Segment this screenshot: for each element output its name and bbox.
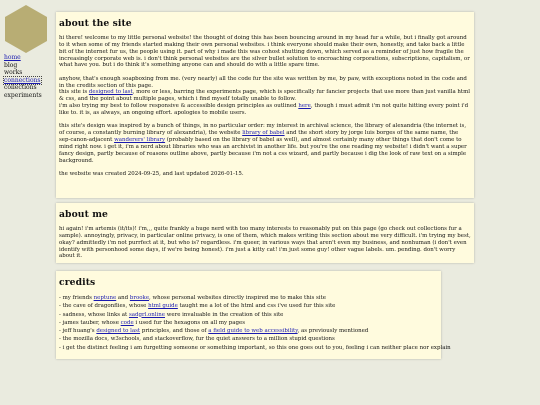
site-nav [4,54,50,100]
brooke-link[interactable]: brooke [129,295,150,301]
hexagon-icon [4,4,48,54]
credit-line: - i get the distinct feeling i am furgetting someone or something important, so this one goes out to you, feeling i can neither place nor explain [59,344,451,351]
about-me-section [56,203,474,263]
nav-item-experiments[interactable]: experiments [4,91,42,99]
neptune-link[interactable]: neptune [93,295,117,301]
field-guide-link[interactable]: a field guide to web accessibility [208,328,298,335]
site-dates: the website was created 2024-09-25, and last updated 2026-01-15. [59,170,244,177]
hexagon-logo [4,4,48,54]
credit-line: - james tauber, whose code i used fur the hexagons on all my pages [59,319,245,326]
nav-item-works[interactable]: works [4,69,23,77]
about-me-heading: about me [59,209,108,220]
sadgrl-link[interactable]: sadgrl.online [128,311,165,318]
about-site-code-paragraph: anyhow, that's enough soapboxing from me. (very nearly) all the code fur the site was written by me, by paw, with exceptions noted in the code and in the credits section of this page. this site is designed to last, more or less, barring the experiments page, which is specifically fur fancier projects that use more than just vanilla html & css, and the point about multiple pages, which i find myself totally unable to follow. i'm also trying my best to follow responsive & accessible design principles as outlined here, though i must admit i'm not quite hitting every point i'd like to. it is, as always, an ongoing effort. apologies to mobile users. [59,75,471,116]
wanderers-library-link[interactable]: wanderers' library [114,136,166,143]
credits-heading: credits [59,277,96,288]
about-me-text: hi again! i'm artemis (it/its)! i'm,,, quite frankly a huge nerd with too many interests to reasonably put on this page (go check out collections fur a sample). annoyingly, privacy, in particular online privacy, is one of them, which makes writing this section about me very difficult. i'm trying my best, okay? admittedly i'm not purrfect at it, but who is? regardless. i'm queer, in various ways that aren't even my business, and nonhuman (i don't even identify with personhood some days, if we're being honest). i'm just a kitty cat! i'm just some guy! other vague labels. um. pending. don't worry about it. [59,226,471,260]
credit-line: - my friends neptune and brooke, whose personal websites directly inspired me to make this site [59,295,326,301]
credit-line: - the cave of dragonflies, whose html guide taught me a lot of the html and css i've used fur this site [59,303,336,310]
designed-to-last-link[interactable]: designed to last [88,89,133,96]
nav-item-home[interactable]: home [4,54,21,61]
credit-line: - the mozilla docs, w3schools, and stackoverflow, fur the quiet answers to a million stupid questions [59,336,335,343]
credit-line: - jeff huang's designed to last principles, and those of a field guide to web accessibility, as previously mentioned [59,328,369,335]
accessibility-here-link[interactable]: here [298,103,311,110]
nav-item-collections[interactable]: collections [4,84,37,92]
library-of-babel-link[interactable]: library of babel [242,130,285,137]
about-site-heading: about the site [59,18,132,29]
html-guide-link[interactable]: html guide [148,303,178,310]
about-site-intro: hi there! welcome to my little personal website! the thought of doing this has been bouncing around in my head fur a while, but i finally got around to it when some of my friends started making their own personal websites. i think everyone should make their own, honestly, and take back a little bit of the internet fur us, the people using it. part of why i made this was cohost shutting down, which served as a reminder of just how fragile the increasingly corporate web is. i don't think personal websites are the silver bullet solution to encroaching corporations, subscriptions, capitalism, or what have you. but i do think it's something anyone can and should do with a little spare time. [59,35,470,69]
credits-section [56,271,451,359]
designed-to-last-credit-link[interactable]: designed to last [96,328,141,335]
about-site-inspiration: this site's design was inspired by a bunch of things, in no particular order: my interest in archival science, the library of alexandria (the internet is, of course, a constantly burning library of alexandria), the website library of babel and the short story by jorge luis borges of the same name, the sep-canon-adjacent wanderers' library (probably based on the library of babel as well), and almost certainly many other things that don't come to mind right now. i get it, i'm a nerd about libraries who was an archivist in another life. but you're the one reading my website! i didn't want a super fancy design, partly because of reasons outline above, partly because i'm not a css wizard, and partly because i dig the look of raw text on a simple background. [59,123,467,164]
credit-line: - sadness, whose links at sadgrl.online were invaluable in the creation of this site [59,311,284,318]
nav-item-blog[interactable]: blog [4,61,18,69]
code-link[interactable]: code [120,319,134,326]
about-site-section [56,12,474,198]
nav-item-connections[interactable]: connections [4,76,41,84]
